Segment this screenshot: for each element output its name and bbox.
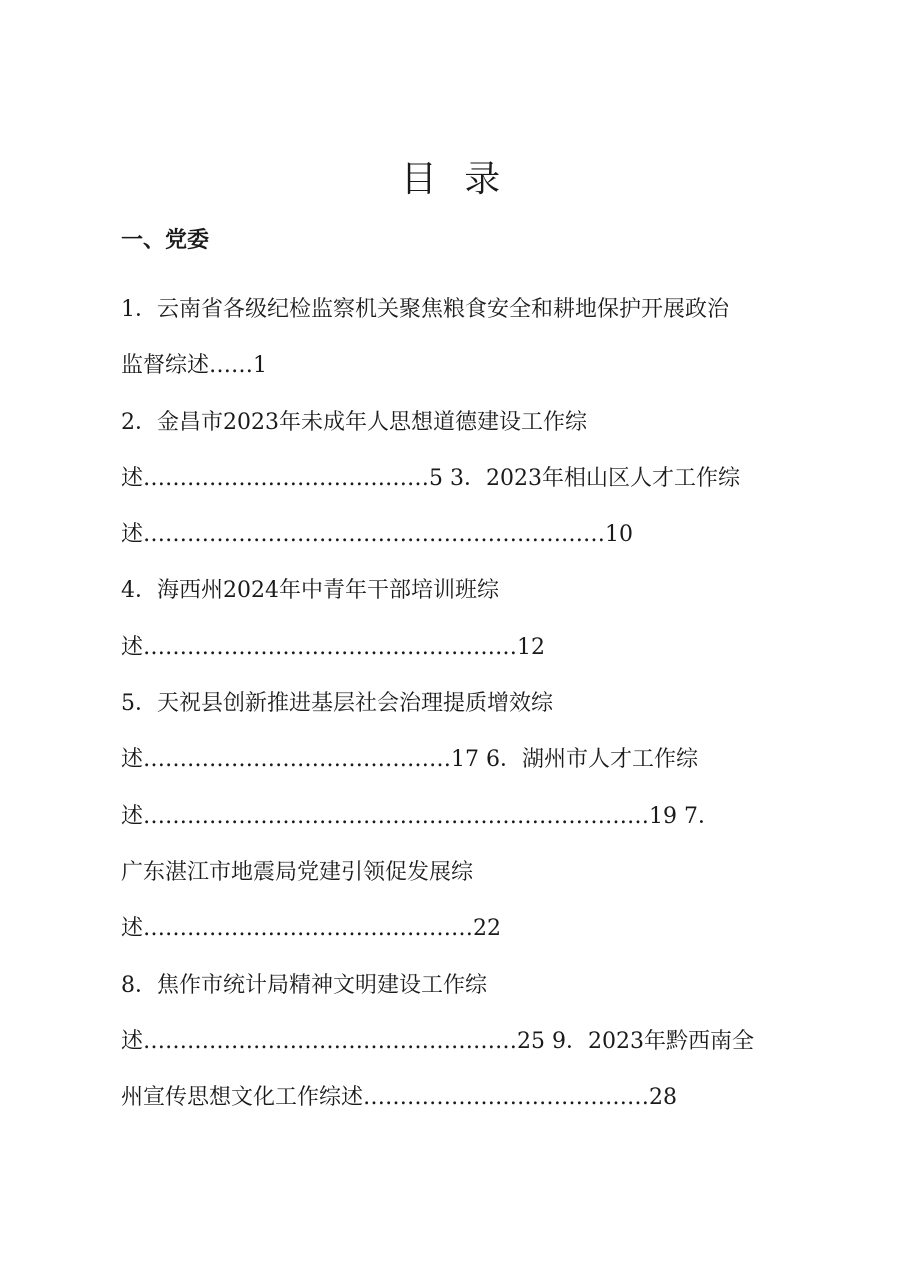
- toc-line-8: 5．天祝县创新推进基层社会治理提质增效综: [121, 691, 553, 717]
- toc-line-4: 述…………………………………5 3．2023年相山区人才工作综: [121, 465, 740, 491]
- toc-line-9: 述……………………………………17 6．湖州市人才工作综: [121, 747, 698, 773]
- toc-line-2: 监督综述……1: [121, 353, 267, 379]
- toc-line-5: 述………………………………………………………10: [121, 522, 633, 548]
- toc-line-6: 4．海西州2024年中青年干部培训班综: [121, 578, 499, 604]
- toc-line-12: 述………………………………………22: [121, 916, 501, 942]
- toc-line-13: 8．焦作市统计局精神文明建设工作综: [121, 972, 487, 998]
- section-heading: 一、党委: [121, 228, 210, 253]
- toc-line-11: 广东湛江市地震局党建引领促发展综: [121, 859, 474, 885]
- toc-line-14: 述……………………………………………25 9．2023年黔西南全: [121, 1028, 754, 1054]
- toc-line-7: 述……………………………………………12: [121, 634, 545, 660]
- table-of-contents: [121, 282, 801, 1126]
- toc-line-1: 1．云南省各级纪检监察机关聚焦粮食安全和耕地保护开展政治: [121, 297, 729, 322]
- toc-line-15: 州宣传思想文化工作综述…………………………………28: [121, 1085, 677, 1111]
- toc-line-10: 述……………………………………………………………19 7．: [121, 803, 720, 829]
- toc-line-3: 2．金昌市2023年未成年人思想道德建设工作综: [121, 409, 587, 435]
- page-title: 目 录: [400, 159, 509, 200]
